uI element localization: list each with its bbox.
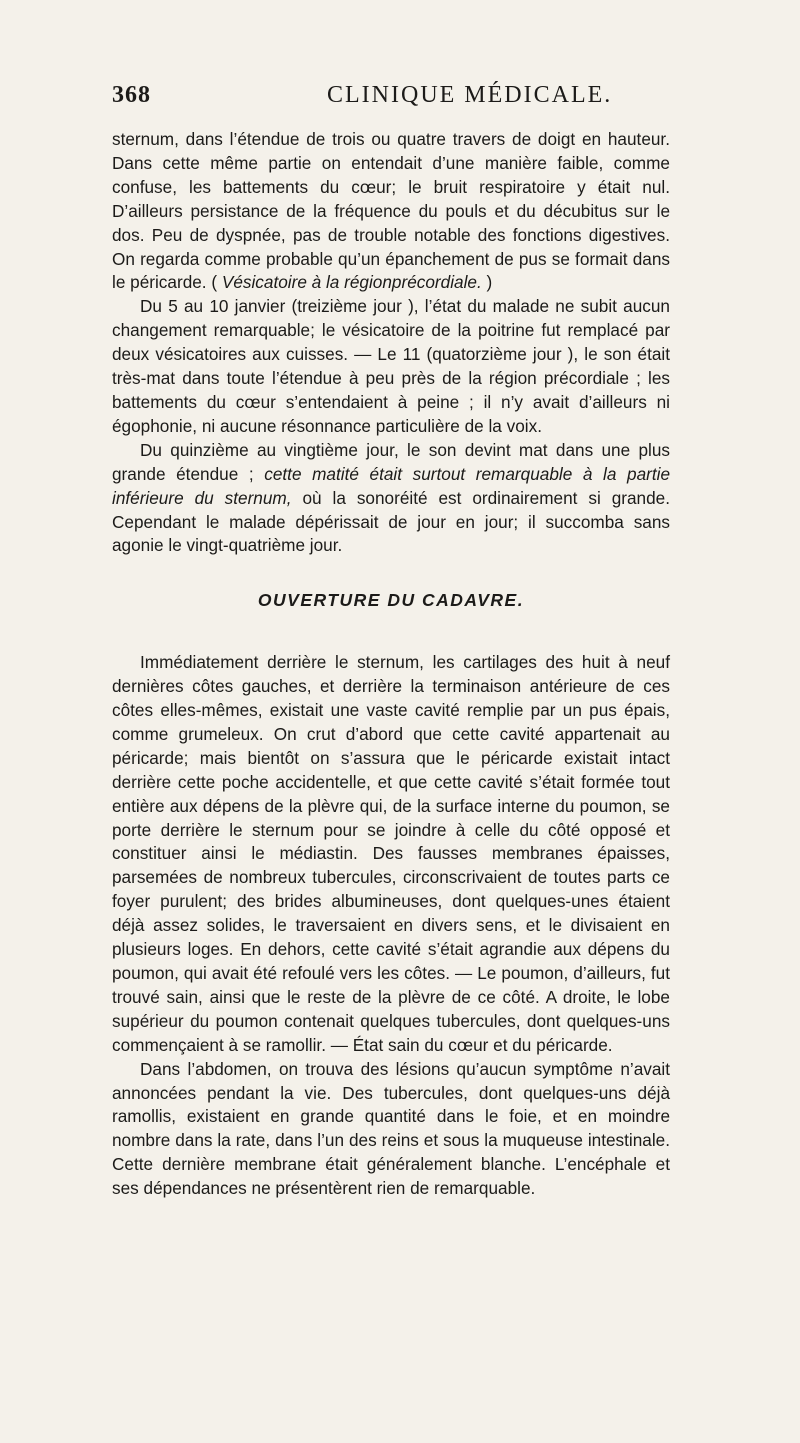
running-title: CLINIQUE MÉDICALE. <box>327 82 613 108</box>
paragraph-1-italic: Vésicatoire à la régionprécordiale. <box>221 272 482 293</box>
paragraph-3-italic: cette matité était surtout remarquable à la partie inférieure du sternum, <box>112 463 671 508</box>
paragraph-4: Immédiatement derrière le sternum, les cartilages des huit à neuf dernières côtes gauches, et derrière la terminaison antérieure de ces côtes elles-mêmes, existait une vaste cavité remplie par un pus épais, comme grumeleux. On crut d’abord que cette cavité appartenait au péricarde; mais bientôt on s’assura que le péricarde existait intact derrière cette poche accidentelle, et que cette cavité s’était formée tout entière aux dépens de la plèvre qui, de la surface interne du poumon, se porte derrière le sternum pour se joindre à celle du côté opposé et constituer ainsi le médiastin. Des fausses membranes épaisses, parsemées de nombreux tubercules, circonscrivaient de toutes parts ce foyer purulent; des brides albumineuses, dont quelques-unes étaient déjà assez solides, le traversaient en divers sens, et le divisaient en plusieurs loges. En dehors, cette cavité s’était agrandie aux dépens du poumon, qui avait été refoulé vers les côtes. — Le poumon, d’ailleurs, fut trouvé sain, ainsi que le reste de la plèvre de ce côté. A droite, le lobe supérieur du poumon contenait quelques tubercules, dont quelques-uns commençaient à se ramollir. — État sain du cœur et du péricarde. <box>112 652 670 1055</box>
body-text <box>112 128 670 1201</box>
paragraph-1 <box>112 128 670 295</box>
paragraph-1-end: ) <box>481 272 493 293</box>
page-number: 368 <box>112 82 151 108</box>
paragraph-3-end: où la sonoréité est ordinairement si grande. Cependant le malade dépérissait de jour en jour; il succomba sans agonie le vingt-quatrième jour. <box>112 487 670 556</box>
paragraph-3-text: Du quinzième au vingtième jour, le son devint mat dans une plus grande étendue ; <box>112 439 670 484</box>
paragraph-3 <box>112 439 670 559</box>
paragraph-1-text: sternum, dans l’étendue de trois ou quatre travers de doigt en hauteur. Dans cette même partie on entendait d’une manière faible, comme confuse, les battements du cœur; le bruit respiratoire y était nul. D’ailleurs persistance de la fréquence du pouls et du décubitus sur le dos. Peu de dyspnée, pas de trouble notable des fonctions digestives. On regarda comme probable qu’un épanchement de pus se formait dans le péricarde. ( <box>112 129 670 293</box>
section-title: OUVERTURE DU CADAVRE. <box>257 590 525 611</box>
page-header <box>112 82 652 122</box>
paragraph-2: Du 5 au 10 janvier (treizième jour ), l’état du malade ne subit aucun changement remarquable; le vésicatoire de la poitrine fut remplacé par deux vésicatoires aux cuisses. — Le 11 (quatorzième jour ), le son était très-mat dans toute l’étendue à peu près de la région précordiale ; les battements du cœur s’entendaient à peine ; il n’y avait d’ailleurs ni égophonie, ni aucune résonnance particulière de la voix. <box>112 296 670 436</box>
paragraph-5: Dans l’abdomen, on trouva des lésions qu’aucun symptôme n’avait annoncées pendant la vie. Des tubercules, dont quelques-uns déjà ramollis, existaient en grande quantité dans le foie, et en moindre nombre dans la rate, dans l’un des reins et sous la muqueuse intestinale. Cette dernière membrane était généralement blanche. L’encéphale et ses dépendances ne présentèrent rien de remarquable. <box>112 1058 670 1199</box>
